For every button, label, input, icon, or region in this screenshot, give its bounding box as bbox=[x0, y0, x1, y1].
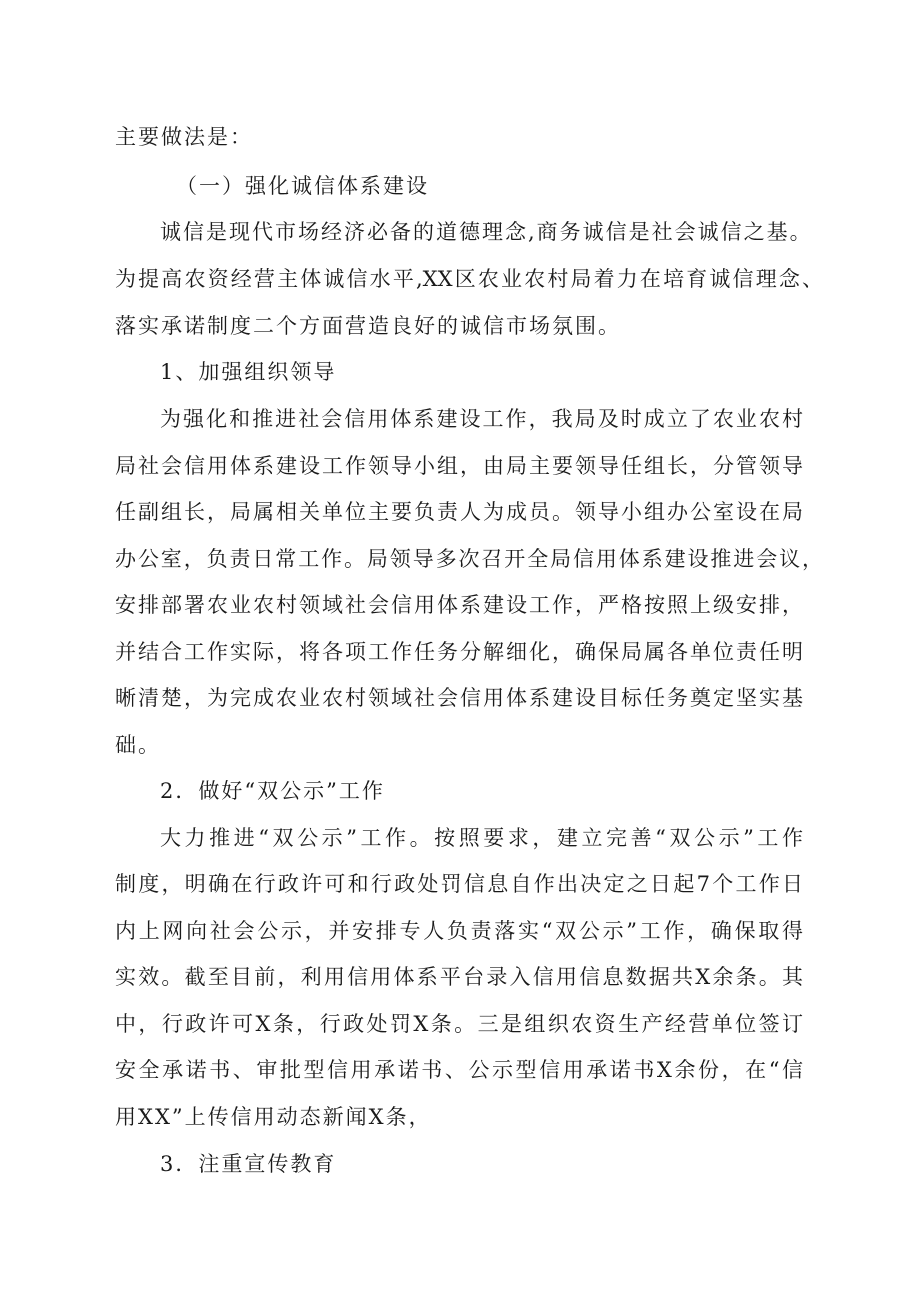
paragraph-line: 为提高农资经营主体诚信水平,XX区农业农村局着力在培育诚信理念、 bbox=[115, 267, 823, 291]
paragraph-line: 局社会信用体系建设工作领导小组，由局主要领导任组长，分管领导 bbox=[115, 454, 803, 478]
paragraph-line: 制度，明确在行政许可和行政处罚信息自作出决定之日起7个工作日 bbox=[115, 872, 803, 896]
paragraph-line: 并结合工作实际，将各项工作任务分解细化，确保局属各单位责任明 bbox=[115, 640, 803, 664]
paragraph-line: 用XX”上传信用动态新闻X条， bbox=[115, 1105, 432, 1129]
section-heading: （一）强化诚信体系建设 bbox=[176, 174, 429, 198]
paragraph-line: 任副组长，局属相关单位主要负责人为成员。领导小组办公室设在局 bbox=[115, 500, 803, 524]
subsection-heading: 3．注重宣传教育 bbox=[160, 1152, 337, 1176]
paragraph-line: 为强化和推进社会信用体系建设工作，我局及时成立了农业农村 bbox=[160, 407, 803, 431]
paragraph-line: 础。 bbox=[115, 733, 161, 757]
paragraph-line: 晰清楚，为完成农业农村领域社会信用体系建设目标任务奠定坚实基 bbox=[115, 686, 803, 710]
paragraph-line: 大力推进“双公示”工作。按照要求，建立完善“双公示”工作 bbox=[160, 826, 803, 850]
intro-line: 主要做法是： bbox=[115, 125, 253, 149]
paragraph-line: 实效。截至目前，利用信用体系平台录入信用信息数据共X余条。其 bbox=[115, 965, 803, 989]
subsection-heading: 2．做好“双公示”工作 bbox=[160, 779, 385, 803]
paragraph-line: 诚信是现代市场经济必备的道德理念,商务诚信是社会诚信之基。 bbox=[160, 220, 813, 244]
paragraph-line: 内上网向社会公示，并安排专人负责落实“双公示”工作，确保取得 bbox=[115, 919, 803, 943]
paragraph-line: 安全承诺书、审批型信用承诺书、公示型信用承诺书X余份，在“信 bbox=[115, 1058, 803, 1082]
subsection-heading: 1、加强组织领导 bbox=[160, 360, 337, 384]
paragraph-line: 中，行政许可X条，行政处罚X条。三是组织农资生产经营单位签订 bbox=[115, 1012, 803, 1036]
paragraph-line: 安排部署农业农村领域社会信用体系建设工作，严格按照上级安排， bbox=[115, 593, 803, 617]
paragraph-line: 落实承诺制度二个方面营造良好的诚信市场氛围。 bbox=[115, 314, 621, 338]
paragraph-line: 办公室，负责日常工作。局领导多次召开全局信用体系建设推进会议， bbox=[115, 547, 823, 571]
